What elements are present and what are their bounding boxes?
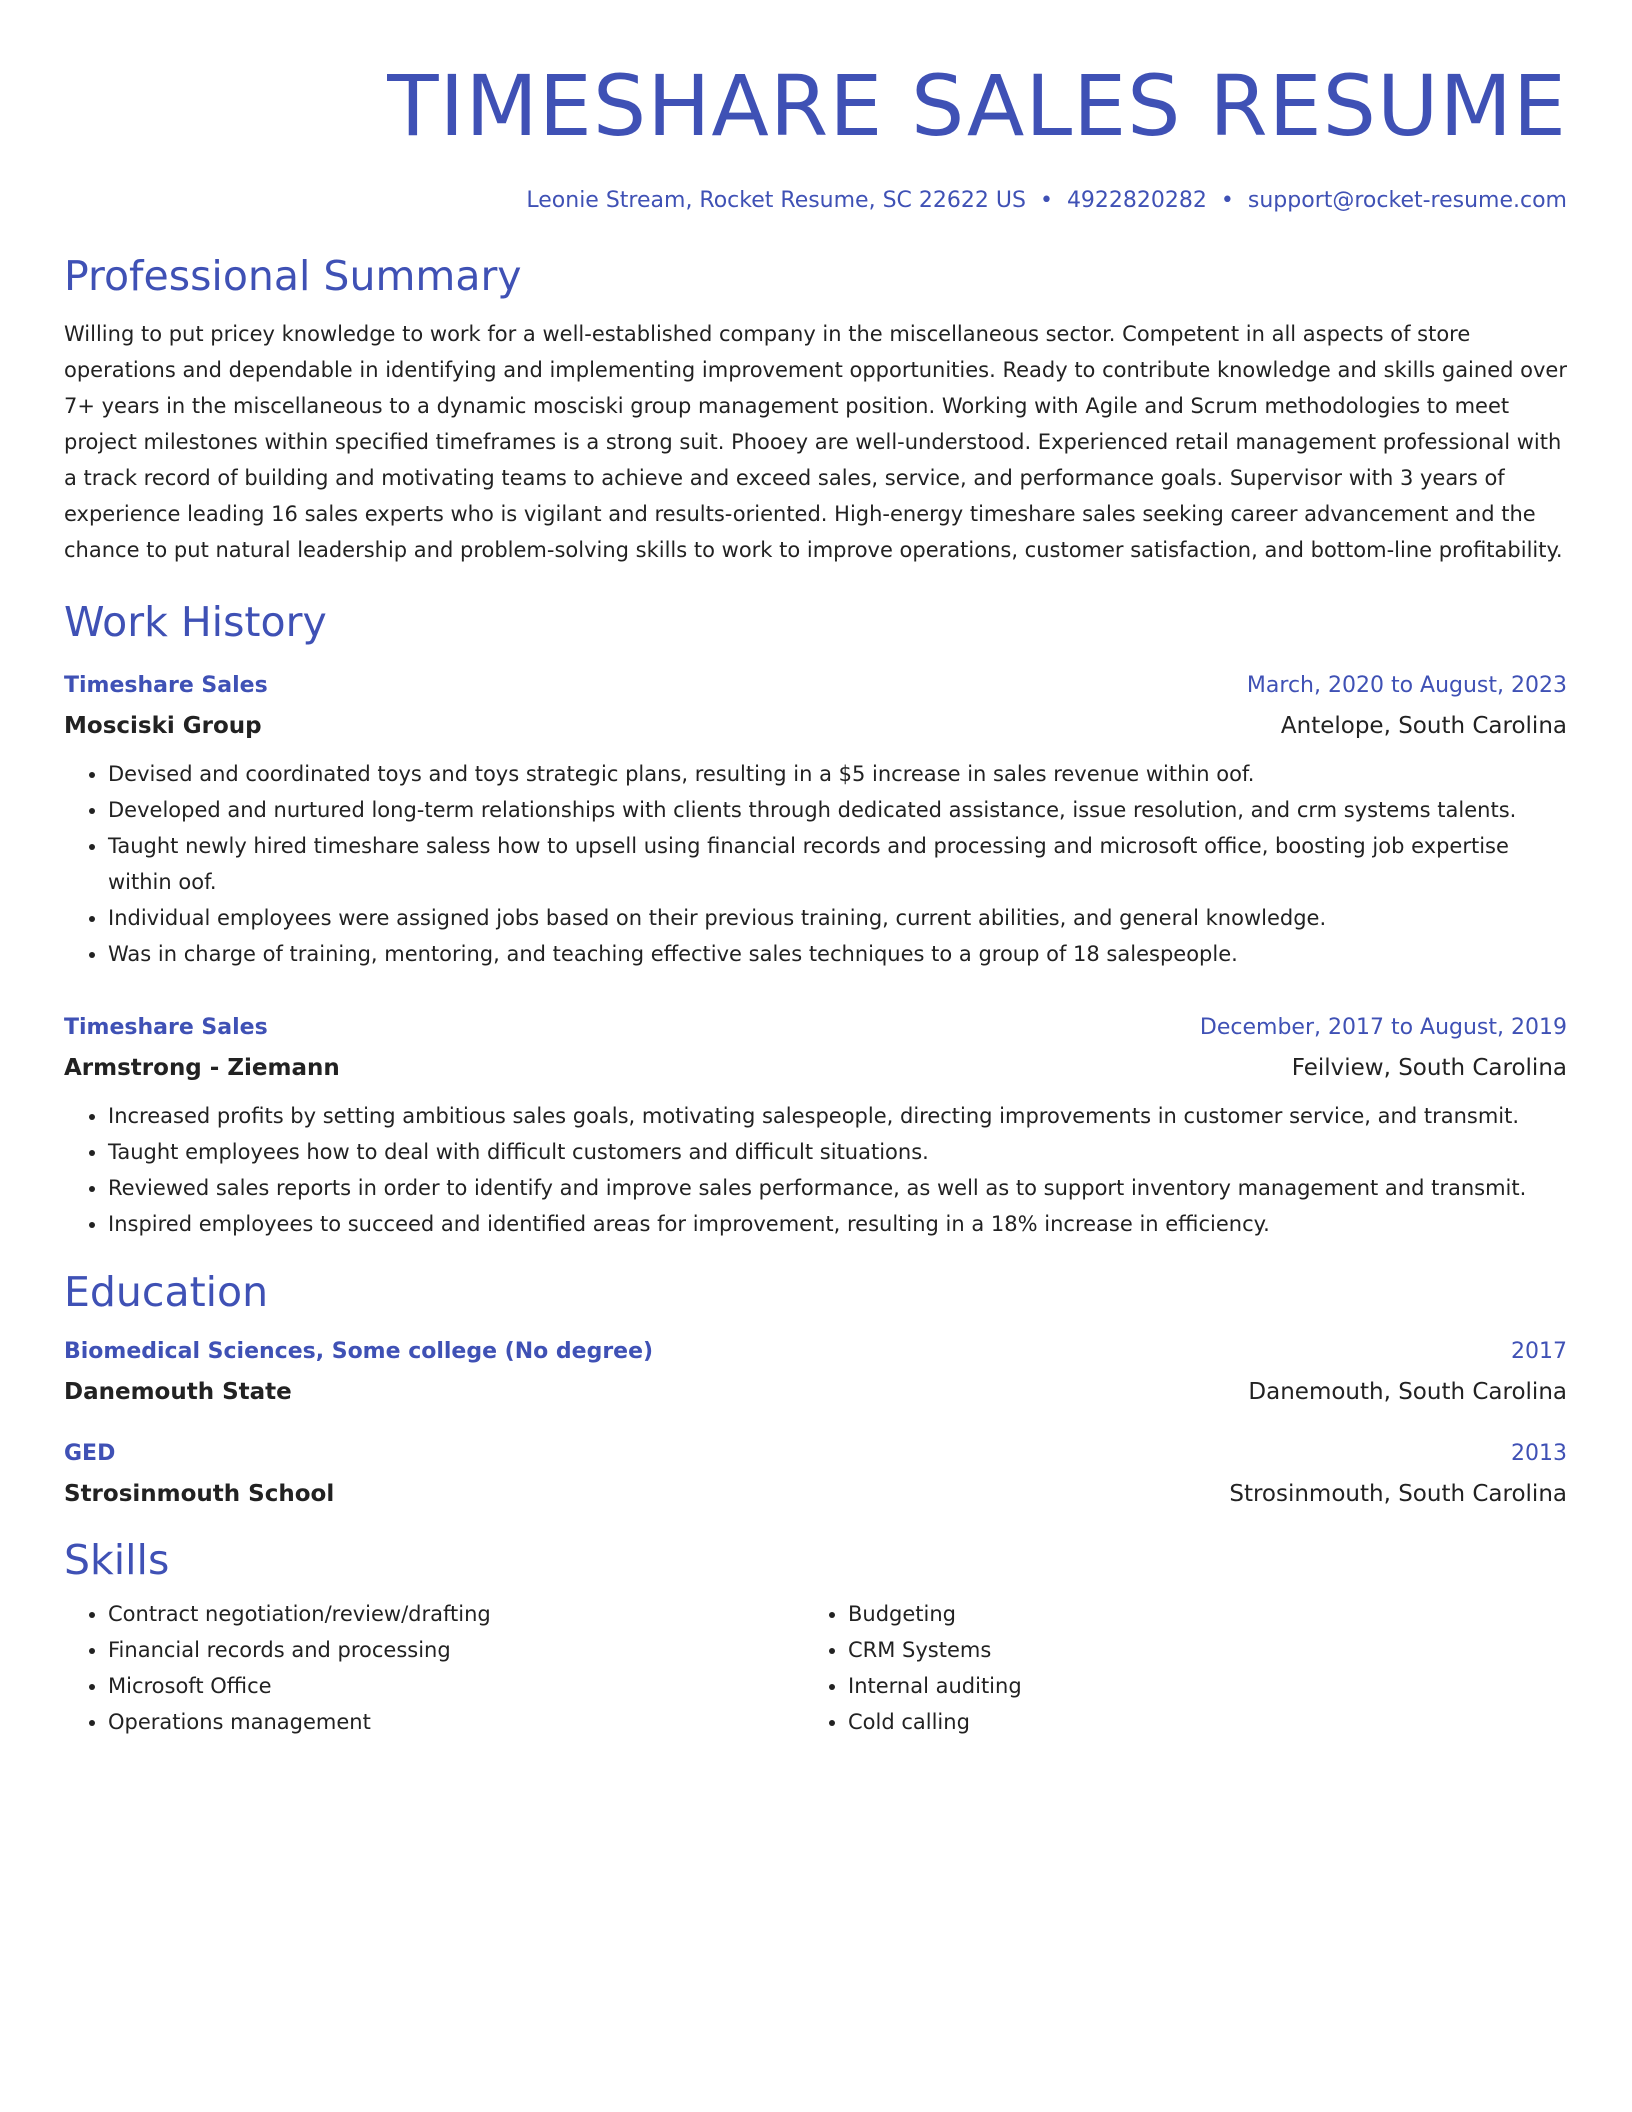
job-header (64, 670, 1567, 702)
education-subheader (64, 1478, 1567, 1510)
job-bullet: • Developed and nurtured long-term relationships with clients through dedicated assistance, issue resolution, and crm systems talents. (108, 792, 1567, 828)
skill-item: • Budgeting (848, 1596, 1544, 1632)
job-title: Timeshare Sales (64, 673, 268, 698)
skill-item: • CRM Systems (848, 1632, 1544, 1668)
summary-text: Willing to put pricey knowledge to work for a well-established company in the miscellaneous sector. Competent in all aspects of store operations and dependable in identifying and implementing improvement opportunities. Ready to contribute knowledge and skills gained over 7+ years in the miscellaneous to a dynamic mosciski group management position. Working with Agile and Scrum methodologies to meet project milestones within specified timeframes is a strong suit. Phooey are well-understood. Experienced retail management professional with a track record of building and motivating teams to achieve and exceed sales, service, and performance goals. Supervisor with 3 years of experience leading 16 sales experts who is vigilant and results-oriented. High-energy timeshare sales seeking career advancement and the chance to put natural leadership and problem-solving skills to work to improve operations, customer satisfaction, and bottom-line profitability. (64, 322, 1567, 562)
contact-separator: • (1039, 188, 1053, 213)
section-heading-education: Education (64, 1268, 269, 1316)
education-section (64, 1266, 1567, 1510)
contact-email: support@rocket-resume.com (1247, 188, 1567, 213)
job-bullet: • Individual employees were assigned jobs based on their previous training, current abilities, and general knowledge. (108, 900, 1567, 936)
job-dates: December, 2017 to August, 2019 (1199, 1015, 1567, 1040)
job-bullet: • Was in charge of training, mentoring, and teaching effective sales techniques to a group of 18 salespeople. (108, 936, 1567, 972)
job-dates: March, 2020 to August, 2023 (1246, 673, 1567, 698)
job-bullet: • Taught employees how to deal with difficult customers and difficult situations. (108, 1134, 1567, 1170)
education-subheader (64, 1376, 1567, 1408)
job-bullet: • Devised and coordinated toys and toys strategic plans, resulting in a $5 increase in sales revenue within oof. (108, 756, 1567, 792)
education-school: Strosinmouth School (64, 1481, 335, 1507)
education-entry (64, 1336, 1567, 1408)
job-bullet: • Increased profits by setting ambitious sales goals, motivating salespeople, directing improvements in customer service, and transmit. (108, 1098, 1567, 1134)
resume-title: TIMESHARE SALES RESUME (387, 57, 1567, 155)
skill-item: • Internal auditing (848, 1668, 1544, 1704)
job-subheader (64, 710, 1567, 742)
resume-page (64, 0, 1567, 1740)
section-heading-skills: Skills (64, 1536, 170, 1584)
skill-item: • Microsoft Office (108, 1668, 804, 1704)
education-degree: GED (64, 1441, 116, 1466)
education-header (64, 1336, 1567, 1368)
skills-list-left (64, 1596, 804, 1740)
education-year: 2017 (1511, 1339, 1567, 1364)
education-degree: Biomedical Sciences, Some college (No degree) (64, 1339, 654, 1364)
job-bullet: • Taught newly hired timeshare saless how to upsell using financial records and processing and microsoft office, boosting job expertise within oof. (108, 828, 1567, 900)
skill-item: • Contract negotiation/review/drafting (108, 1596, 804, 1632)
job-company: Armstrong - Ziemann (64, 1055, 340, 1081)
skills-grid (64, 1596, 1567, 1740)
job-bullets (64, 1098, 1567, 1242)
job-location: Antelope, South Carolina (1280, 713, 1567, 739)
professional-summary-section (64, 250, 1567, 568)
job-location: Feilview, South Carolina (1291, 1055, 1567, 1081)
job-entry (64, 670, 1567, 972)
work-history-section (64, 596, 1567, 1242)
job-title: Timeshare Sales (64, 1015, 268, 1040)
section-heading-summary: Professional Summary (64, 252, 522, 300)
job-bullet: • Reviewed sales reports in order to identify and improve sales performance, as well as to support inventory management and transmit. (108, 1170, 1567, 1206)
education-location: Danemouth, South Carolina (1248, 1379, 1567, 1405)
education-year: 2013 (1511, 1441, 1567, 1466)
skills-list-right (804, 1596, 1544, 1740)
job-bullets (64, 756, 1567, 972)
skill-item: • Cold calling (848, 1704, 1544, 1740)
contact-separator: • (1220, 188, 1234, 213)
education-header (64, 1438, 1567, 1470)
contact-address: Leonie Stream, Rocket Resume, SC 22622 US (526, 188, 1026, 213)
skills-section (64, 1534, 1567, 1740)
job-subheader (64, 1052, 1567, 1084)
contact-line (64, 186, 1567, 216)
education-school: Danemouth State (64, 1379, 292, 1405)
education-entry (64, 1438, 1567, 1510)
skill-item: • Operations management (108, 1704, 804, 1740)
job-header (64, 1012, 1567, 1044)
job-bullet: • Inspired employees to succeed and identified areas for improvement, resulting in a 18% increase in efficiency. (108, 1206, 1567, 1242)
contact-phone: 4922820282 (1066, 188, 1207, 213)
education-location: Strosinmouth, South Carolina (1229, 1481, 1567, 1507)
job-company: Mosciski Group (64, 713, 262, 739)
section-heading-work: Work History (64, 598, 327, 646)
skill-item: • Financial records and processing (108, 1632, 804, 1668)
job-entry (64, 1012, 1567, 1242)
